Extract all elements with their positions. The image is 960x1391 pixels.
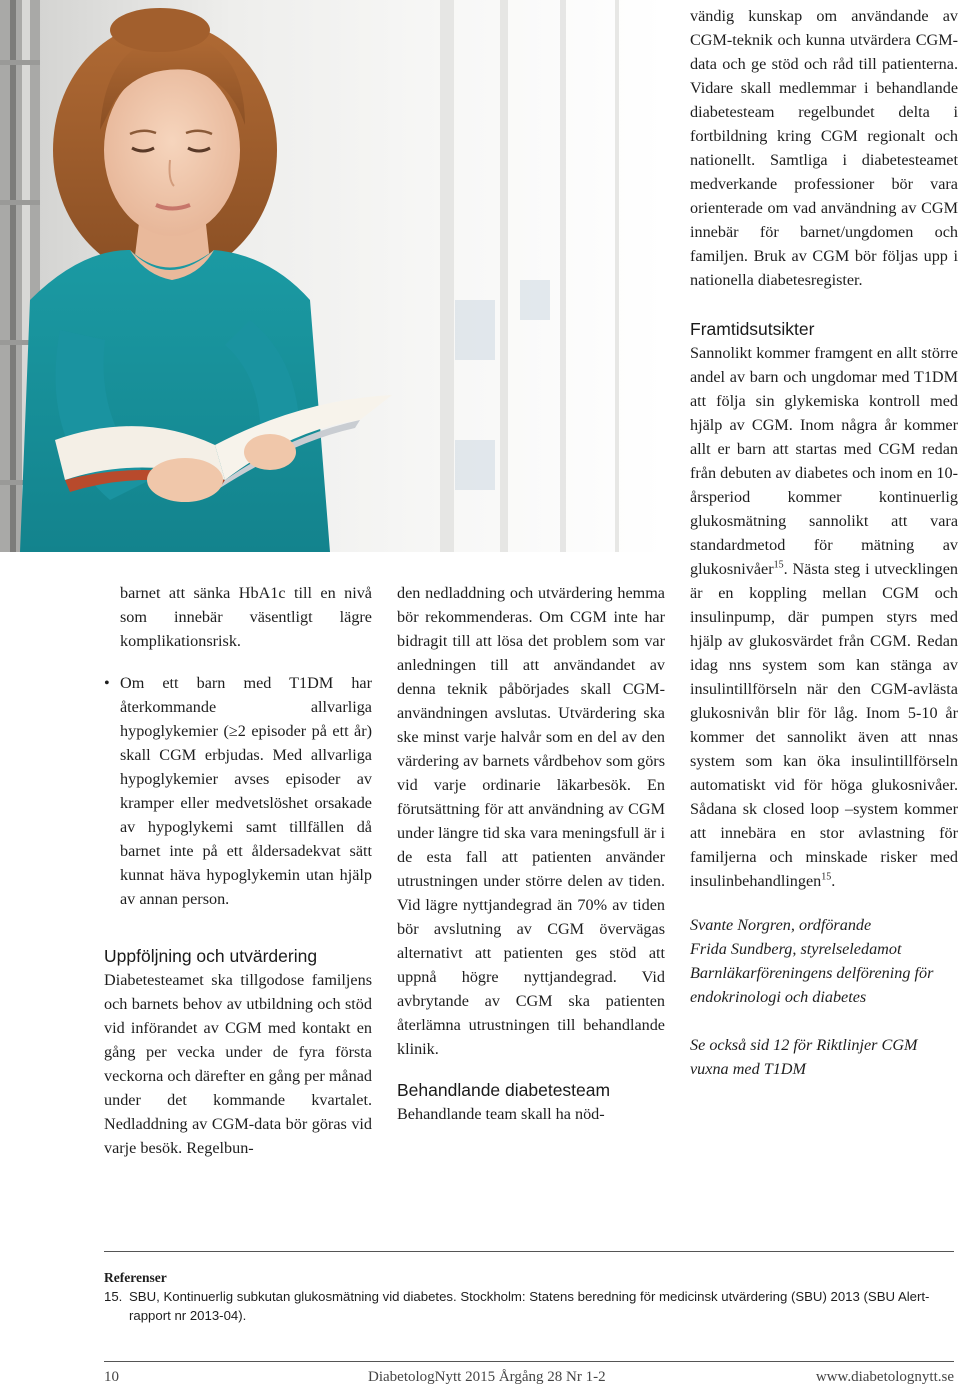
references-divider [104,1251,954,1252]
footer-divider [104,1361,954,1362]
woman-reading-photo [0,0,664,552]
reference-number: 15. [104,1289,123,1304]
future-text-end: . [831,872,836,890]
future-paragraph [690,341,958,893]
intro-paragraph: barnet att sänka HbA1c till en nivå som innebär väsentligt lägre komplikationsrisk. [120,584,372,650]
bullet-text-a: Om ett barn med T1DM har återkommande allvarliga hypoglykemier ( [120,674,372,740]
journal-issue: DiabetologNytt 2015 Årgång 28 Nr 1-2 [368,1369,606,1385]
team-paragraph-continued: vändig kunskap om användande av CGM-teknik och kunna utvärdera CGM-data och ge stöd och råd till patienterna. Vidare skall medlemmar i behandlande diabetesteam regelbundet delta i fortbildning kring CGM regionalt och nationellt. Samtliga i diabetesteamet medverkande professioner bör vara orienterade om vad användning av CGM innebär för barnet/ungdomen och familjen. Bruk av CGM bör följas upp i nationella diabetesregister. [690,7,958,289]
team-paragraph-start: Behandlande team skall ha nöd- [397,1105,605,1123]
ref-sup-2: 15 [821,871,832,883]
references-title: Referenser [104,1270,167,1285]
section-heading-team: Behandlande diabetesteam [397,1080,611,1100]
page-number: 10 [104,1369,119,1385]
reference-text: SBU, Kontinuerlig subkutan glukosmätning vid diabetes. Stockholm: Statens beredning för medicinsk utvärdering (SBU) 2013 (SBU Alert-rapport nr 2013-04). [129,1289,930,1323]
bullet-text-b: 2 episoder på ett år) skall CGM erbjudas. Med allvarliga hypoglykemier avses episoder av kramper eller medvetslöshet orsakade av hypoglykemi samt tillfällen då barnet inte på ett åldersadekvat sätt kunnat häva hypoglykemin utan hjälp av annan person. [120,722,372,908]
see-also-note: Se också sid 12 för Riktlinjer CGM vuxna med T1DM [690,1036,918,1078]
ge-symbol: ≥ [228,722,238,740]
ref-sup-1: 15 [773,559,784,571]
future-text-b: . Nästa steg i utvecklingen är en koppling mellan CGM och insulinpump, där pumpen styrs med hjälp av glukosvärdet från CGM. Redan idag nns system som kan stänga av insulintillförseln när den CGM-avlästa glukosnivån blir för låg. Inom 5-10 år kommer det sannolikt även att nnas system som kan öka insulintillförseln automatiskt vid för höga glukosnivåer. Sådana sk closed loop –system kommer att innebära en stor avlastning för familjerna och minskade risker med insulinbehandlingen [690,560,958,890]
column-3 [690,4,958,1081]
column-2 [397,581,665,1126]
signature-1: Svante Norgren, ordförande [690,916,872,934]
references [104,1268,956,1325]
signature-org: Barnläkarföreningens delförening för endokrinologi och diabetes [690,964,934,1006]
website-link[interactable]: www.diabetolognytt.se [815,1369,954,1385]
section-heading-future: Framtidsutsikter [690,319,815,339]
evaluation-paragraph: den nedladdning och utvärdering hemma bör rekommenderas. Om CGM inte har bidragit till att lösa det problem som var anledningen till att användandet av denna teknik påbörjades skall CGM-användningen avslutas. Utvärdering ska ske minst varje halvår som en del av den värdering av barnets vårdbehov som görs vid varje ordinarie läkarbesök. En förutsättning för att användning av CGM under längre tid ska vara meningsfull är i de esta fall att patienten använder utrustningen under större delen av tiden. Vid lägre nyttjandegrad än 70% av tiden bör avslutning av CGM övervägas alternativt att patienten ges stöd att uppnå högre nyttjandegrad. Vid avbrytande av CGM ska patienten återlämna utrustningen till behandlande klinik. [397,584,665,1058]
signature-2: Frida Sundberg, styrelseledamot [690,940,902,958]
section-heading-followup: Uppföljning och utvärdering [104,946,318,966]
page-footer [104,1369,956,1391]
bullet-item [104,671,372,911]
bullet-icon: • [104,674,110,692]
followup-paragraph: Diabetesteamet ska tillgodose familjens och barnets behov av utbildning och stöd vid införandet av CGM med kontakt en gång per vecka under de fyra första veckorna och därefter en gång per månad under det kommande kvartalet. Nedladdning av CGM-data bör göras vid varje besök. Regelbun- [104,971,372,1157]
column-1 [104,581,372,1160]
future-text-a: Sannolikt kommer framgent en allt större andel av barn och ungdomar med T1DM att följa sin glykemiska kontroll med hjälp av CGM. Inom några år kommer allt er barn att startas med CGM redan från debuten av diabetes och inom en 10-årsperiod kommer kontinuerlig glukosmätning sannolikt att vara standardmetod för mätning av glukosnivåer [690,344,958,578]
reference-item [104,1287,956,1325]
